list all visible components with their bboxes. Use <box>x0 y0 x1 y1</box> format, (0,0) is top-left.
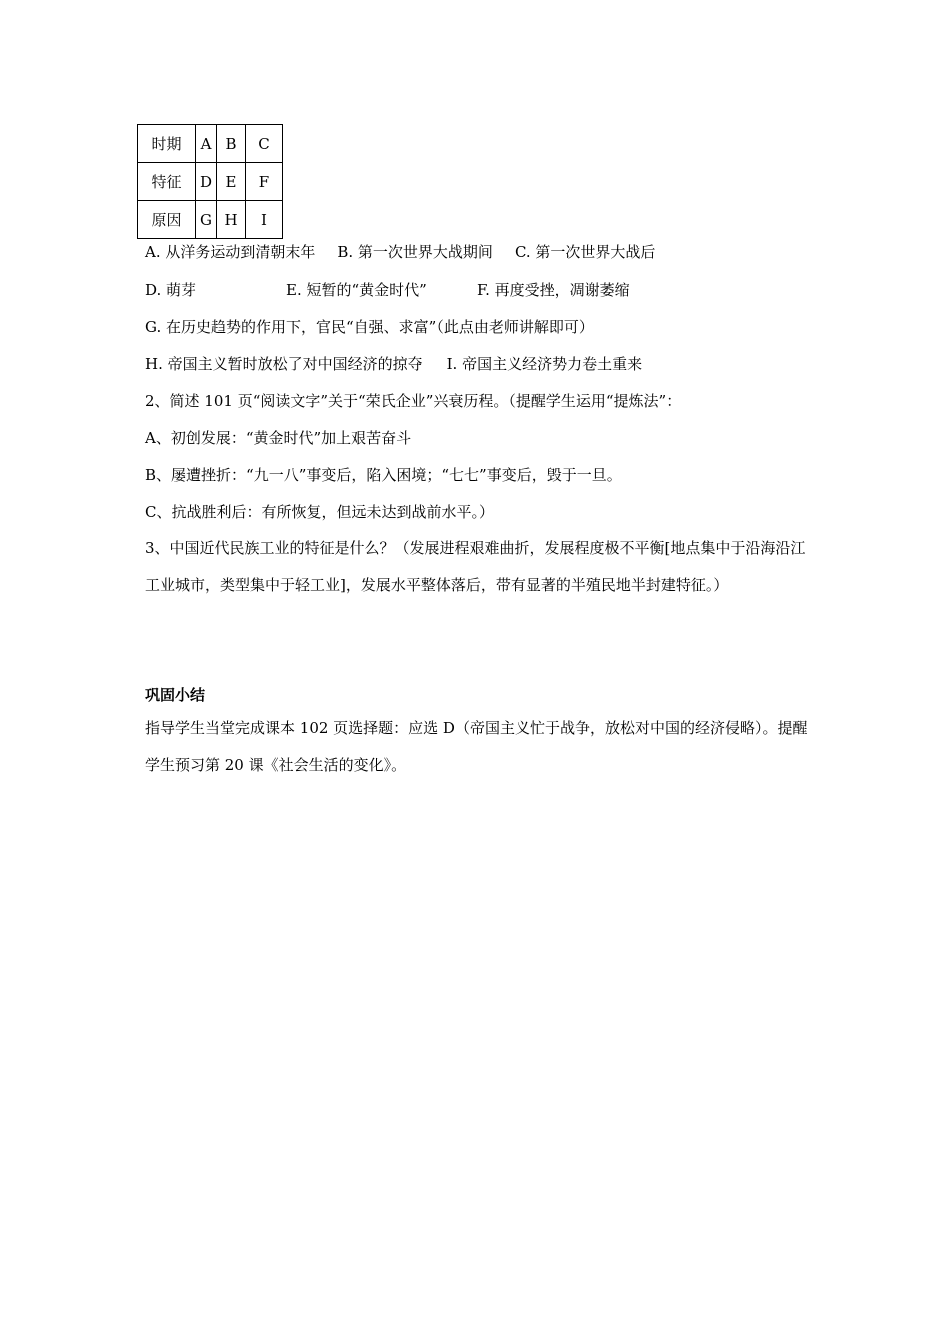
section-heading-summary: 巩固小结 <box>145 686 206 704</box>
table-cell: E <box>217 163 246 201</box>
option-d: D. 萌芽 <box>145 281 197 299</box>
table-cell: H <box>217 201 246 239</box>
table-cell: C <box>246 125 283 163</box>
option-f: F. 再度受挫，凋谢萎缩 <box>477 281 630 299</box>
option-i: I. 帝国主义经济势力卷土重来 <box>446 355 643 373</box>
table-row <box>138 163 283 201</box>
question-2-prompt: 2、简述 101 页“阅读文字”关于“荣氏企业”兴衰历程。（提醒学生运用“提炼法”： <box>145 392 682 410</box>
table-row <box>138 125 283 163</box>
option-b: B. 第一次世界大战期间 <box>337 243 493 261</box>
table-cell: A <box>196 125 217 163</box>
question-2-point-b: B、屡遭挫折：“九一八”事变后，陷入困境；“七七”事变后，毁于一旦。 <box>145 466 622 484</box>
table-row <box>138 201 283 239</box>
row-header-feature: 特征 <box>138 163 196 201</box>
table-cell: G <box>196 201 217 239</box>
options-line-hi <box>145 354 642 374</box>
summary-text: 指导学生当堂完成课本 102 页选择题：应选 D（帝国主义忙于战争，放松对中国的经济侵略）。提醒学生预习第 20 课《社会生活的变化》。 <box>145 719 808 774</box>
question-3-text: 3、中国近代民族工业的特征是什么？（发展进程艰难曲折，发展程度极不平衡[地点集中于沿海沿江工业城市，类型集中于轻工业]，发展水平整体落后，带有显著的半殖民地半封建特征。） <box>145 539 806 594</box>
table-cell: B <box>217 125 246 163</box>
answer-grid-table <box>137 124 283 239</box>
row-header-reason: 原因 <box>138 201 196 239</box>
option-g: G. 在历史趋势的作用下，官民“自强、求富”（此点由老师讲解即可） <box>145 318 594 336</box>
table-cell: I <box>246 201 283 239</box>
question-2-point-c: C、抗战胜利后：有所恢复，但远未达到战前水平。） <box>145 503 494 521</box>
table-cell: F <box>246 163 283 201</box>
options-line-abc <box>145 242 655 262</box>
option-a: A. 从洋务运动到清朝末年 <box>145 243 316 261</box>
row-header-period: 时期 <box>138 125 196 163</box>
options-line-def <box>145 280 630 300</box>
question-2-point-a: A、初创发展：“黄金时代”加上艰苦奋斗 <box>145 429 412 447</box>
option-e: E. 短暂的“黄金时代” <box>286 281 427 299</box>
table-cell: D <box>196 163 217 201</box>
option-c: C. 第一次世界大战后 <box>514 243 656 261</box>
option-h: H. 帝国主义暂时放松了对中国经济的掠夺 <box>145 355 423 373</box>
